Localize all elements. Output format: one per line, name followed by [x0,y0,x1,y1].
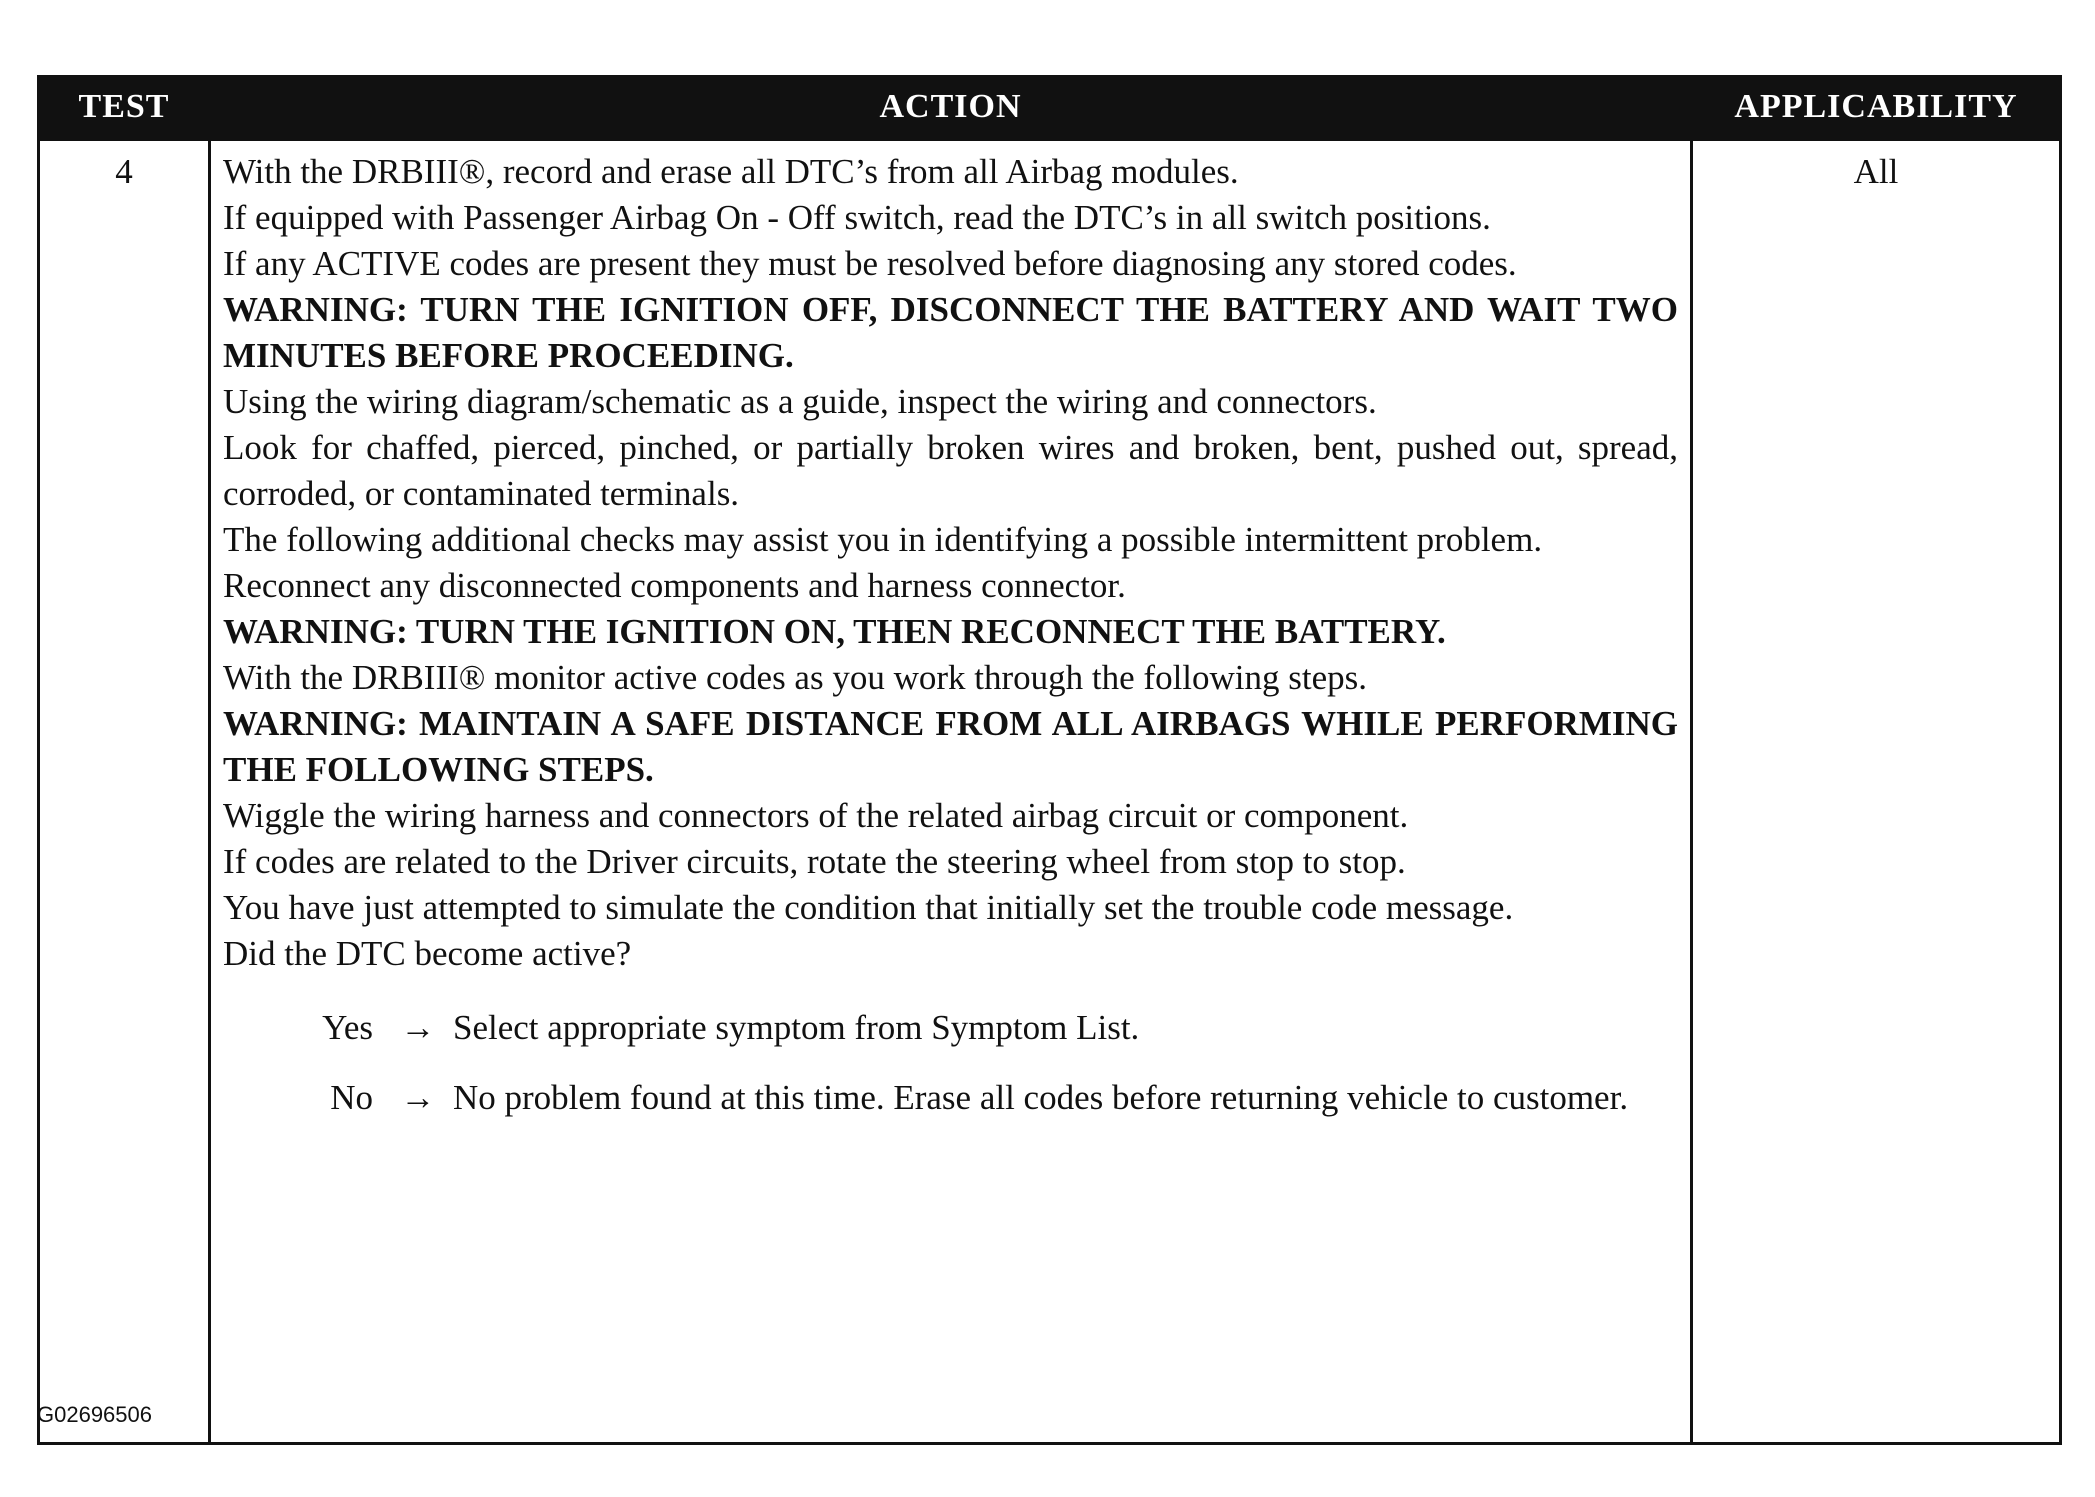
warning-line: WARNING: TURN THE IGNITION ON, THEN RECONNECT THE BATTERY. [223,612,1446,651]
action-line: Wiggle the wiring harness and connectors of the related airbag circuit or component. [223,796,1409,835]
action-cell [210,140,1692,1444]
arrow-right-icon: → [400,1008,436,1047]
answer-list [223,1005,1678,1121]
action-line: The following additional checks may assist you in identifying a possible intermittent problem. [223,520,1543,559]
header-applicability: APPLICABILITY [1692,75,2061,140]
action-line: With the DRBIII® monitor active codes as you work through the following steps. [223,658,1368,697]
table-row [39,140,2061,1444]
header-test: TEST [39,75,210,140]
test-number: 4 [39,140,210,1444]
warning-line: WARNING: TURN THE IGNITION OFF, DISCONNECT THE BATTERY AND WAIT TWO MINUTES BEFORE PROCEEDING. [223,290,1678,375]
test-procedure-table [37,75,2062,1445]
action-line: If any ACTIVE codes are present they must be resolved before diagnosing any stored codes. [223,244,1517,283]
action-line: Reconnect any disconnected components and harness connector. [223,566,1126,605]
action-line: With the DRBIII®, record and erase all DTC’s from all Airbag modules. [223,152,1239,191]
answer-label: No [330,1078,373,1117]
answer-no [223,1075,1678,1121]
figure-code: G02696506 [37,1402,152,1427]
action-line: If equipped with Passenger Airbag On - Off switch, read the DTC’s in all switch positions. [223,198,1491,237]
answer-text: No problem found at this time. Erase all codes before returning vehicle to customer. [453,1078,1629,1117]
action-line: You have just attempted to simulate the condition that initially set the trouble code message. [223,888,1514,927]
action-line: Look for chaffed, pierced, pinched, or partially broken wires and broken, bent, pushed out, spread, corroded, or contaminated terminals. [223,428,1678,513]
arrow-right-icon: → [400,1078,436,1117]
question-line: Did the DTC become active? [223,934,632,973]
action-line: Using the wiring diagram/schematic as a guide, inspect the wiring and connectors. [223,382,1377,421]
warning-line: WARNING: MAINTAIN A SAFE DISTANCE FROM ALL AIRBAGS WHILE PERFORMING THE FOLLOWING STEPS. [223,704,1678,789]
applicability-value: All [1692,140,2061,1444]
answer-text: Select appropriate symptom from Symptom List. [453,1008,1140,1047]
table-header-row [39,75,2061,140]
answer-yes [223,1005,1678,1051]
answer-label: Yes [322,1008,373,1047]
action-line: If codes are related to the Driver circuits, rotate the steering wheel from stop to stop. [223,842,1406,881]
header-action: ACTION [210,75,1692,140]
